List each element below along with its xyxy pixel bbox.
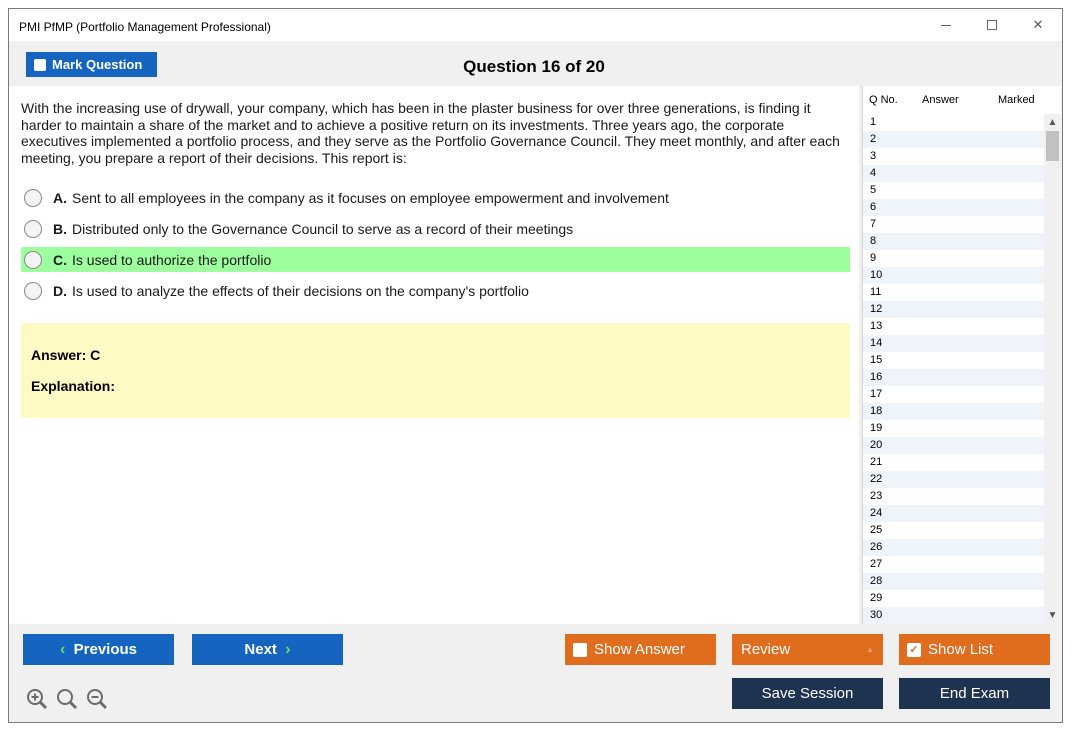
- window-title: PMI PfMP (Portfolio Management Professional): [19, 20, 271, 34]
- question-list-row[interactable]: 4: [863, 165, 1044, 182]
- question-list-row[interactable]: 9: [870, 252, 877, 264]
- qno-column-header: Q No.: [869, 94, 898, 106]
- mark-question-label: Mark Question: [52, 57, 143, 72]
- question-list-row[interactable]: 17: [870, 388, 883, 400]
- zoom-in-icon[interactable]: [26, 688, 48, 710]
- question-list-rows: [863, 114, 1044, 624]
- maximize-button[interactable]: [977, 15, 1007, 35]
- mark-question-button[interactable]: [26, 52, 157, 77]
- save-session-label: Save Session: [761, 685, 854, 702]
- question-list-row[interactable]: 24: [863, 505, 1044, 522]
- question-list-row[interactable]: 20: [863, 437, 1044, 454]
- minimize-button[interactable]: [931, 15, 961, 35]
- question-list-row[interactable]: 29: [870, 592, 883, 604]
- option-c[interactable]: [21, 247, 850, 272]
- answer-text: Answer: C: [31, 347, 101, 363]
- show-list-checked-icon: ✓: [907, 643, 921, 657]
- scroll-down-icon[interactable]: ▼: [1047, 610, 1058, 621]
- scroll-up-icon[interactable]: ▲: [1047, 117, 1058, 128]
- show-answer-button[interactable]: [565, 634, 716, 665]
- option-letter: D.: [53, 282, 67, 299]
- show-list-label: Show List: [928, 641, 994, 658]
- radio-icon[interactable]: [24, 220, 42, 238]
- question-list-row[interactable]: 19: [870, 422, 883, 434]
- close-button[interactable]: [1023, 15, 1053, 35]
- question-list-row[interactable]: 21: [870, 456, 883, 468]
- question-list-row[interactable]: 27: [870, 558, 883, 570]
- minimize-icon: [941, 25, 951, 26]
- option-text: Is used to authorize the portfolio: [72, 251, 272, 268]
- question-list-row[interactable]: 13: [870, 320, 883, 332]
- question-list-header: [863, 86, 1062, 114]
- show-answer-checkbox-icon: [573, 643, 587, 657]
- question-list-row[interactable]: 30: [863, 607, 1044, 624]
- question-text: With the increasing use of drywall, your company, which has been in the plaster business for over three generations, is finding it harder to maintain a share of the market and to achieve a positive return on its investments. Three years ago, the corporate executives implemented a portfolio process, and they serve as the Portfolio Governance Council. They meet monthly, and after each meeting, you prepare a report of their decisions. This report is:: [21, 100, 840, 166]
- next-button[interactable]: [192, 634, 343, 665]
- maximize-icon: [987, 20, 997, 30]
- question-list-row[interactable]: 2: [863, 131, 1044, 148]
- show-answer-label: Show Answer: [594, 641, 685, 658]
- question-list-row[interactable]: 10: [863, 267, 1044, 284]
- previous-label: Previous: [73, 641, 138, 658]
- zoom-out-icon[interactable]: [86, 688, 108, 710]
- question-list-row[interactable]: 18: [863, 403, 1044, 420]
- review-dropdown[interactable]: [732, 634, 883, 665]
- exam-window: [8, 8, 1063, 723]
- save-session-button[interactable]: [732, 678, 883, 709]
- mark-checkbox-icon: [34, 59, 46, 71]
- option-letter: B.: [53, 220, 67, 237]
- show-list-button[interactable]: [899, 634, 1050, 665]
- chevron-left-icon: ‹: [59, 640, 66, 658]
- question-list-row[interactable]: 23: [870, 490, 883, 502]
- question-counter: Question 16 of 20: [463, 57, 605, 76]
- question-list-row[interactable]: 1: [870, 116, 877, 128]
- next-label: Next: [244, 641, 277, 658]
- option-text: Sent to all employees in the company as it focuses on employee empowerment and involvement: [72, 189, 669, 206]
- radio-icon[interactable]: [24, 251, 42, 269]
- scroll-thumb[interactable]: [1046, 131, 1059, 161]
- question-list-row[interactable]: 12: [863, 301, 1044, 318]
- end-exam-button[interactable]: [899, 678, 1050, 709]
- answer-box: [21, 323, 850, 418]
- option-letter: A.: [53, 189, 67, 206]
- question-list-row[interactable]: 6: [863, 199, 1044, 216]
- radio-icon[interactable]: [24, 282, 42, 300]
- option-b[interactable]: [21, 216, 850, 241]
- radio-icon[interactable]: [24, 189, 42, 207]
- question-list-row[interactable]: 28: [863, 573, 1044, 590]
- chevron-right-icon: ›: [285, 640, 291, 658]
- option-text: Is used to analyze the effects of their decisions on the company's portfolio: [72, 282, 529, 299]
- close-icon: ✕: [1032, 17, 1044, 32]
- option-letter: C.: [53, 251, 67, 268]
- explanation-label: Explanation:: [31, 378, 116, 394]
- question-list-panel: [862, 86, 1061, 624]
- question-list-row[interactable]: 25: [870, 524, 883, 536]
- option-d[interactable]: [21, 278, 850, 303]
- option-text: Distributed only to the Governance Council to serve as a record of their meetings: [72, 220, 574, 237]
- question-list-row[interactable]: 14: [863, 335, 1044, 352]
- marked-column-header: Marked: [998, 94, 1035, 106]
- review-label: Review: [741, 641, 791, 658]
- question-list-row[interactable]: 5: [870, 184, 877, 196]
- title-bar: [9, 9, 1062, 41]
- question-list-row[interactable]: 16: [863, 369, 1044, 386]
- question-list-row[interactable]: 22: [863, 471, 1044, 488]
- question-panel: [9, 86, 859, 624]
- question-list-scrollbar[interactable]: [1044, 114, 1061, 624]
- question-list-row[interactable]: 8: [863, 233, 1044, 250]
- question-list-row[interactable]: 3: [870, 150, 877, 162]
- question-list-row[interactable]: 11: [870, 286, 882, 298]
- zoom-reset-icon[interactable]: [56, 688, 78, 710]
- option-a[interactable]: [21, 185, 850, 210]
- question-list-row[interactable]: 15: [870, 354, 883, 366]
- answer-column-header: Answer: [922, 94, 959, 106]
- dropdown-arrow-icon: ▲: [866, 645, 874, 654]
- question-list-row[interactable]: 26: [863, 539, 1044, 556]
- end-exam-label: End Exam: [939, 685, 1010, 702]
- question-list-row[interactable]: 7: [870, 218, 877, 230]
- previous-button[interactable]: [23, 634, 174, 665]
